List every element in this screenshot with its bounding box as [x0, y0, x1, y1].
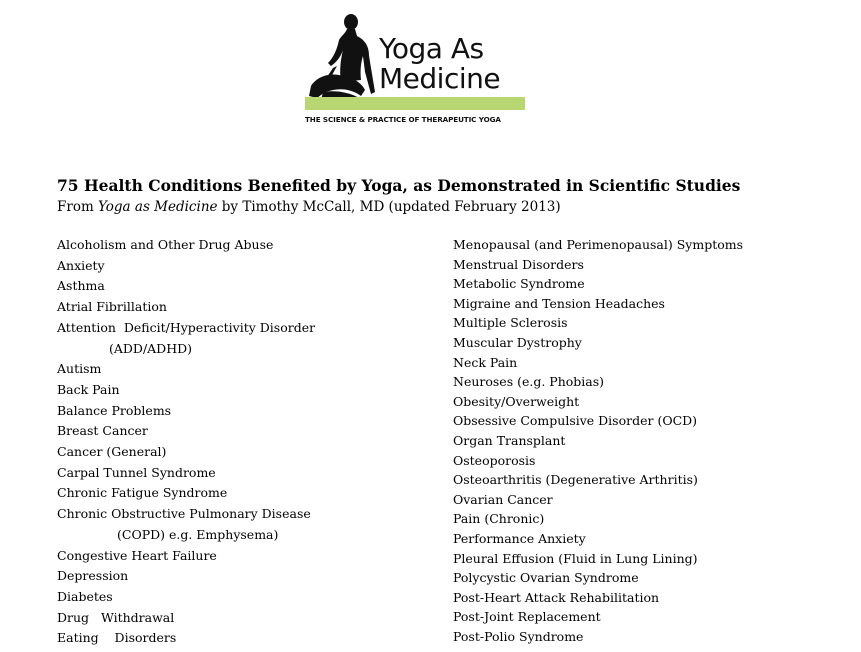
- list-item: Post-Polio Syndrome: [453, 628, 584, 644]
- list-item: Depression: [57, 568, 129, 584]
- page-subtitle: [57, 198, 561, 216]
- list-item: Post-Heart Attack Rehabilitation: [453, 589, 660, 605]
- logo-wordmark: [379, 34, 500, 94]
- list-item: Neck Pain: [453, 354, 518, 370]
- list-item: Diabetes: [57, 588, 113, 604]
- list-item: Pleural Effusion (Fluid in Lung Lining): [453, 550, 698, 566]
- list-item: Multiple Sclerosis: [453, 315, 568, 331]
- list-item: Balance Problems: [57, 402, 172, 418]
- list-item: Menopausal (and Perimenopausal) Symptoms: [453, 237, 744, 252]
- conditions-list-right: [453, 235, 743, 646]
- list-item: Attention Deficit/Hyperactivity Disorder: [57, 319, 316, 335]
- list-item: Performance Anxiety: [453, 530, 586, 546]
- list-item: Migraine and Tension Headaches: [453, 295, 665, 311]
- list-item: Back Pain: [57, 381, 120, 397]
- list-item: Organ Transplant: [453, 432, 566, 448]
- logo-green-bar: [305, 97, 525, 110]
- list-item: Chronic Obstructive Pulmonary Disease: [57, 506, 311, 522]
- list-item: Congestive Heart Failure: [57, 547, 217, 563]
- subtitle-suffix: by Timothy McCall, MD (updated February 2013): [217, 199, 561, 215]
- page-title: 75 Health Conditions Benefited by Yoga, as Demonstrated in Scientific Studies: [57, 176, 741, 195]
- list-item: Neuroses (e.g. Phobias): [453, 374, 605, 390]
- list-item: Carpal Tunnel Syndrome: [57, 464, 216, 480]
- list-item-continuation: (ADD/ADHD): [109, 340, 193, 356]
- logo-name-line2: Medicine: [379, 62, 501, 95]
- list-item: Atrial Fibrillation: [57, 299, 167, 315]
- subtitle-prefix: From: [57, 199, 99, 215]
- list-item: Polycystic Ovarian Syndrome: [453, 570, 639, 586]
- list-item: Cancer (General): [57, 444, 167, 460]
- list-item: Chronic Fatigue Syndrome: [57, 485, 228, 501]
- list-item: Muscular Dystrophy: [453, 334, 582, 350]
- list-item: Alcoholism and Other Drug Abuse: [57, 237, 274, 252]
- list-item: Obsessive Compulsive Disorder (OCD): [453, 413, 698, 429]
- list-item: Obesity/Overweight: [453, 393, 580, 409]
- seated-yoga-figure-icon: [303, 12, 383, 107]
- yoga-as-medicine-logo: [303, 12, 533, 130]
- logo-name-line1: Yoga As: [379, 32, 484, 65]
- logo-tagline: THE SCIENCE & PRACTICE OF THERAPEUTIC YOGA: [305, 115, 501, 124]
- book-title: Yoga as Medicine: [98, 199, 218, 215]
- list-item: Osteoarthritis (Degenerative Arthritis): [453, 472, 698, 488]
- list-item: Breast Cancer: [57, 423, 148, 439]
- list-item-continuation: (COPD) e.g. Emphysema): [117, 526, 279, 542]
- list-item: Eating Disorders: [57, 630, 177, 646]
- list-item: Metabolic Syndrome: [453, 276, 585, 292]
- list-item: Drug Withdrawal: [57, 609, 175, 625]
- list-item: Autism: [57, 361, 102, 377]
- list-item: Pain (Chronic): [453, 511, 545, 527]
- list-item: Asthma: [57, 278, 105, 294]
- list-item: Anxiety: [57, 257, 105, 273]
- list-item: Osteoporosis: [453, 452, 536, 468]
- list-item: Post-Joint Replacement: [453, 609, 601, 625]
- conditions-list-left: [57, 235, 315, 649]
- list-item: Ovarian Cancer: [453, 491, 553, 507]
- list-item: Menstrual Disorders: [453, 256, 584, 272]
